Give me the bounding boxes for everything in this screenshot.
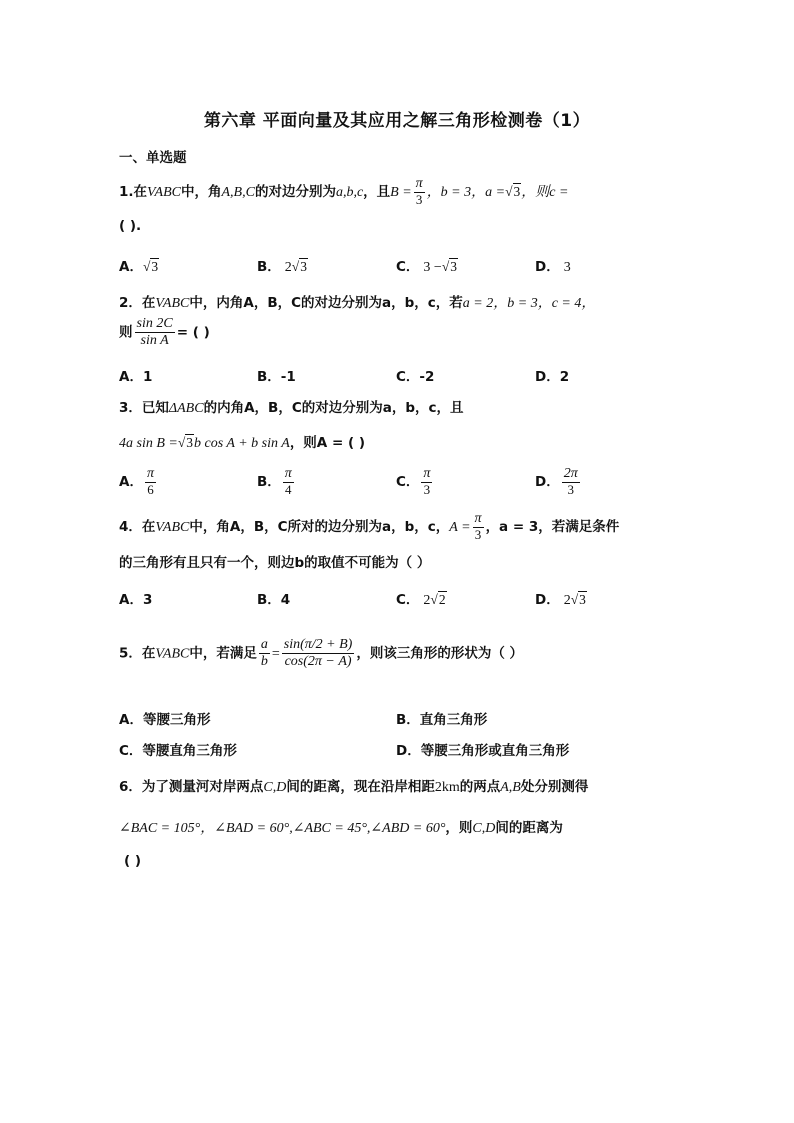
fraction-numerator: sin 2C [135, 316, 175, 333]
sqrt-3: √3 [291, 259, 307, 274]
q5-triangle: VABC [155, 646, 190, 662]
fraction-denominator: cos(2π − A) [284, 654, 352, 670]
q1-option-b[interactable] [257, 255, 308, 276]
q1-cond-a: ，a = [471, 185, 506, 201]
q1-paren: ( ). [119, 218, 142, 234]
fraction-denominator: 4 [285, 482, 292, 498]
sqrt-3: √3 [441, 259, 457, 274]
q2-option-b[interactable]: B．-1 [257, 369, 296, 385]
q5-option-d[interactable]: D．等腰三角形或直角三角形 [396, 743, 570, 759]
question-2 [119, 291, 595, 312]
q5-text: 中，若满足 [189, 645, 257, 662]
option-label: D． [535, 259, 560, 275]
section-heading: 一、单选题 [119, 150, 187, 166]
q6-text: 6．为了测量河对岸两点 [119, 779, 264, 795]
fraction-denominator: 3 [415, 192, 423, 208]
q4-option-c[interactable] [396, 588, 447, 609]
fraction-numerator: sin(π/2 + B) [282, 637, 355, 654]
option-fraction [421, 466, 432, 498]
q1-cond-b-angle: B = [390, 185, 412, 201]
q6-angles: ∠BAC = 105°，∠BAD = 60°,∠ABC = 45°,∠ABD = 60° [119, 821, 446, 836]
fraction-numerator: π [145, 466, 156, 483]
q3-option-d[interactable] [535, 466, 582, 498]
sqrt-3: √3 [505, 184, 521, 200]
q1-sides: a,b,c [335, 185, 364, 201]
radicand: 3 [513, 184, 521, 200]
q3-text: 3．已知 [119, 400, 169, 416]
q6-text: 间的距离为 [495, 820, 563, 836]
option-label: A． [119, 259, 143, 275]
fraction-denominator: b [260, 654, 268, 670]
option-label: D． [535, 474, 560, 491]
q2-text: 中，内角A，B，C的对边分别为a，b，c，若 [189, 295, 463, 311]
question-4 [119, 511, 619, 543]
q5-option-a[interactable]: A．等腰三角形 [119, 712, 211, 728]
question-3-line-2 [119, 431, 365, 452]
sin-ratio-fraction [135, 316, 175, 349]
trig-ratio-fraction [282, 637, 355, 670]
option-label: C． [396, 592, 420, 608]
q1-text: 的对边分别为 [254, 184, 336, 201]
a-over-b-fraction [259, 637, 270, 670]
option-label: C． [396, 259, 420, 275]
fraction-numerator: π [421, 466, 432, 483]
fraction-denominator: sin A [140, 333, 169, 349]
option-value: 2 [563, 593, 571, 608]
q6-points-cd: C,D [263, 780, 287, 795]
q1-text: 中，角 [181, 184, 222, 201]
sqrt-3: √3 [570, 592, 586, 607]
q2-option-d[interactable]: D．2 [535, 369, 570, 385]
fraction-denominator: 3 [423, 482, 431, 498]
pi-over-3-fraction [473, 511, 484, 543]
fraction-numerator: π [473, 511, 484, 528]
option-label: B． [257, 259, 281, 275]
q1-angles: A,B,C [221, 185, 255, 201]
q2-option-a[interactable]: A．1 [119, 369, 153, 385]
question-2-line-2 [119, 316, 210, 349]
q1-text: ，且 [363, 184, 391, 201]
q5-option-c[interactable]: C．等腰直角三角形 [119, 743, 237, 759]
q1-option-d[interactable] [535, 255, 571, 276]
option-fraction [145, 466, 156, 498]
q6-text: ，则 [445, 820, 473, 836]
option-label: C． [396, 474, 420, 491]
q5-text: 5．在 [119, 645, 156, 662]
q3-option-b[interactable] [257, 466, 296, 498]
radicand: 3 [579, 592, 586, 607]
q5-text: ，则该三角形的形状为（ ） [356, 645, 524, 662]
option-value: 2 [423, 593, 431, 608]
sqrt-3: √3 [177, 435, 194, 450]
q6-points-cd: C,D [472, 821, 496, 836]
q3-equation: b cos A + b sin A [194, 436, 290, 451]
radicand: 3 [186, 435, 194, 450]
q6-paren: ( ) [124, 853, 142, 869]
radicand: 3 [450, 259, 457, 274]
q4-condition: A = [449, 520, 471, 536]
q6-text: 处分别测得 [520, 779, 589, 795]
question-6 [119, 775, 588, 796]
q1-text: 1.在 [119, 184, 148, 201]
fraction-numerator: π [283, 466, 294, 483]
fraction-numerator: a [259, 637, 270, 654]
radicand: 3 [300, 259, 307, 274]
fraction-denominator: 6 [147, 482, 154, 498]
q4-option-a[interactable]: A．3 [119, 592, 153, 608]
q5-option-b[interactable]: B．直角三角形 [396, 712, 488, 728]
q1-cond-b: ，b = 3 [426, 185, 472, 201]
radicand: 2 [438, 592, 446, 607]
option-value: 2 [284, 260, 292, 275]
fraction-numerator: π [414, 176, 425, 193]
question-1 [119, 176, 568, 208]
sqrt-2: √2 [430, 592, 446, 607]
q3-text: 的内角A，B，C的对边分别为a，b，c，且 [203, 400, 464, 416]
q4-text: 4．在 [119, 519, 156, 536]
fraction-numerator: 2π [562, 466, 580, 483]
equals-sign: = [271, 646, 280, 662]
q2-conditions: a = 2，b = 3，c = 4， [462, 296, 596, 311]
question-6-line-2 [119, 816, 563, 837]
radicand: 3 [151, 259, 159, 274]
q3-text: ，则A = ( ) [289, 435, 366, 451]
q3-triangle: ΔABC [168, 401, 204, 416]
q1-tail: ，则c = [521, 185, 569, 201]
option-label: B． [257, 474, 281, 491]
option-fraction [562, 466, 580, 498]
option-value: 3 [563, 260, 571, 275]
q3-option-a[interactable] [119, 466, 158, 498]
option-value: 3 − [423, 260, 442, 275]
fraction-denominator: 3 [567, 482, 574, 498]
fraction-denominator: 3 [474, 527, 482, 543]
question-5 [119, 637, 523, 670]
q2-option-c[interactable]: C．-2 [396, 369, 435, 385]
q6-text: 的两点 [459, 779, 501, 795]
q1-triangle: VABC [147, 185, 181, 201]
q3-option-c[interactable] [396, 466, 434, 498]
q4-text: ，a = 3，若满足条件 [485, 519, 620, 536]
q2-text: 则 [119, 324, 133, 341]
option-label: A． [119, 474, 143, 491]
question-4-line-2: 的三角形有且只有一个，则边b的取值不可能为（ ） [119, 555, 431, 571]
page-title: 第六章 平面向量及其应用之解三角形检测卷（1） [203, 111, 591, 131]
q6-text: 间的距离，现在沿岸相距 [286, 779, 435, 795]
question-3 [119, 396, 464, 417]
q1-option-a[interactable] [119, 255, 159, 275]
q2-triangle: VABC [155, 296, 190, 311]
sqrt-3: √3 [142, 259, 159, 274]
option-label: D． [535, 592, 560, 608]
q1-option-c[interactable] [396, 255, 458, 276]
option-fraction [283, 466, 294, 498]
q6-distance: 2km [434, 780, 460, 795]
q2-text: 2．在 [119, 295, 156, 311]
q2-text: = ( ) [176, 324, 210, 341]
q4-triangle: VABC [155, 520, 190, 536]
pi-over-3-fraction [414, 176, 425, 208]
q4-text: 中，角A，B，C所对的边分别为a，b，c， [189, 519, 450, 536]
q4-option-b[interactable]: B．4 [257, 592, 291, 608]
q3-equation: 4a sin B = [119, 436, 178, 451]
q6-points-ab: A,B [500, 780, 521, 795]
q4-option-d[interactable] [535, 588, 587, 609]
